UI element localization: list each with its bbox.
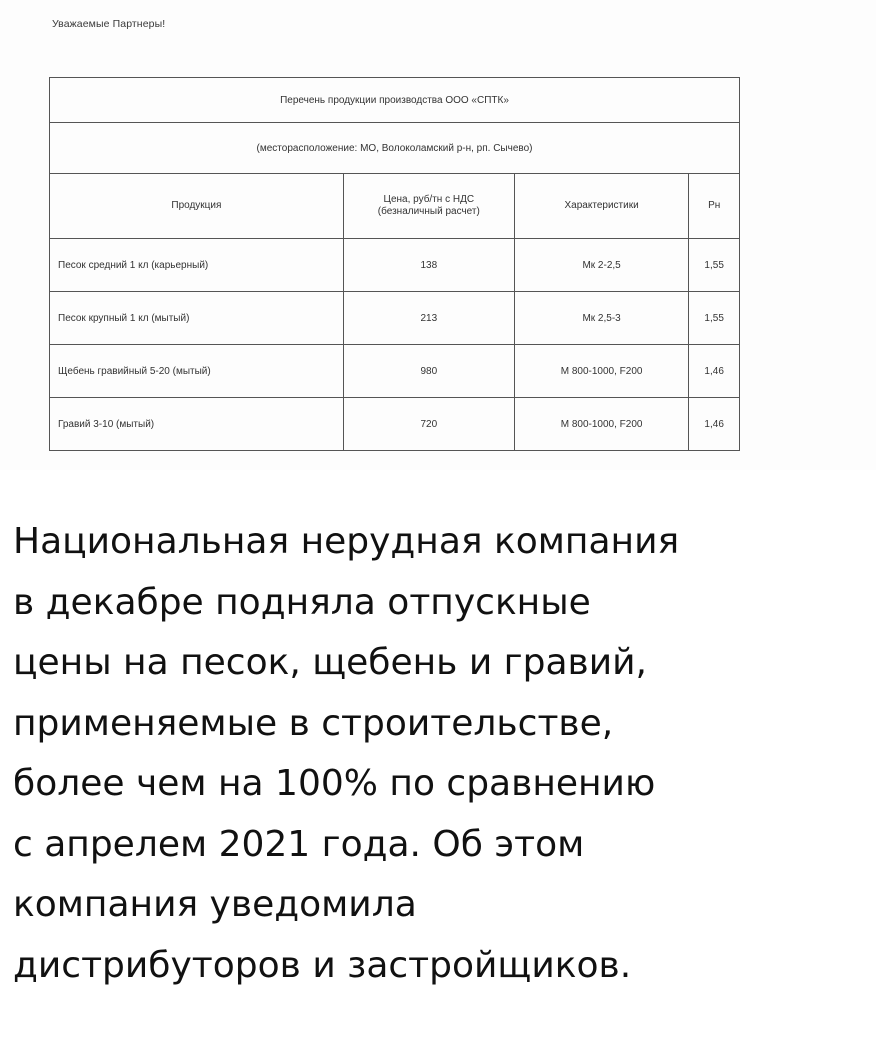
cell-rn: 1,46	[689, 398, 740, 451]
cell-price: 720	[343, 398, 514, 451]
article-line: дистрибуторов и застройщиков.	[13, 944, 632, 986]
cell-rn: 1,55	[689, 292, 740, 345]
table-row	[50, 345, 740, 398]
table-location-row	[50, 123, 740, 174]
header-product: Продукция	[50, 174, 344, 239]
header-price-line2: (безналичный расчет)	[377, 206, 480, 217]
cell-spec: Мк 2-2,5	[514, 239, 688, 292]
header-rn: Рн	[689, 174, 740, 239]
cell-spec: Мк 2,5-3	[514, 292, 688, 345]
article-line: Национальная нерудная компания	[13, 521, 680, 562]
article-line: с апрелем 2021 года. Об этом	[13, 823, 585, 865]
cell-spec: М 800-1000, F200	[514, 398, 688, 451]
cell-product: Песок крупный 1 кл (мытый)	[50, 292, 344, 345]
table-row	[50, 398, 740, 451]
cell-rn: 1,46	[689, 345, 740, 398]
cell-price: 213	[343, 292, 514, 345]
cell-rn: 1,55	[689, 239, 740, 292]
document-scan	[0, 0, 876, 470]
article-line: более чем на 100% по сравнению	[13, 763, 656, 804]
cell-price: 980	[343, 345, 514, 398]
article-text	[13, 512, 863, 996]
cell-price: 138	[343, 239, 514, 292]
header-price-line1: Цена, руб/тн с НДС	[383, 194, 475, 205]
cell-product: Щебень гравийный 5-20 (мытый)	[50, 345, 344, 398]
table-header-row	[50, 174, 740, 239]
table-row	[50, 239, 740, 292]
table-title: Перечень продукции производства ООО «СПТК»	[50, 78, 740, 123]
table-location: (месторасположение: МО, Волоколамский р-н, рп. Сычево)	[50, 123, 740, 174]
header-spec: Характеристики	[514, 174, 688, 239]
header-price	[343, 174, 514, 239]
article-line: применяемые в строительстве,	[13, 702, 614, 744]
article-line: цены на песок, щебень и гравий,	[13, 642, 647, 683]
article-line: компания уведомила	[13, 884, 417, 925]
cell-spec: М 800-1000, F200	[514, 345, 688, 398]
greeting-text: Уважаемые Партнеры!	[52, 18, 166, 30]
table-title-row	[50, 78, 740, 123]
article-line: в декабре подняла отпускные	[13, 581, 591, 623]
price-table	[49, 77, 740, 451]
table-row	[50, 292, 740, 345]
cell-product: Гравий 3-10 (мытый)	[50, 398, 344, 451]
cell-product: Песок средний 1 кл (карьерный)	[50, 239, 344, 292]
